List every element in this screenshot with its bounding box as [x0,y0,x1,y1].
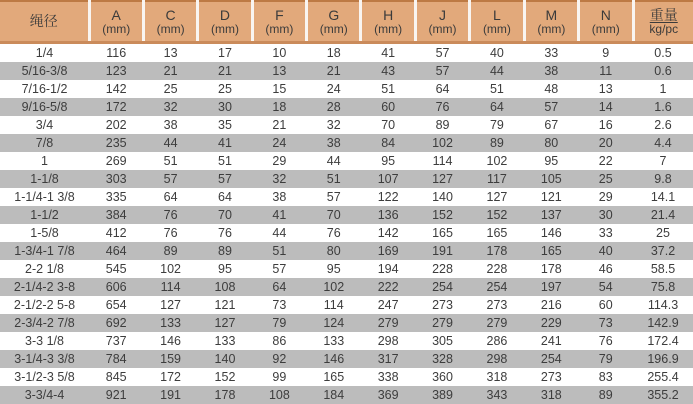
value-cell-M: 146 [540,226,562,240]
column-unit: (mm) [482,21,511,36]
value-cell-weight: 0.5 [654,46,672,60]
value-cell-A: 123 [89,62,143,80]
value-cell-J: 305 [432,334,453,348]
value-cell-L: 152 [470,206,524,224]
column-unit: (mm) [210,21,239,36]
value-cell-L: 44 [470,62,524,80]
value-cell-G: 28 [307,98,361,116]
value-cell-M: 229 [524,314,578,332]
value-cell-weight: 114.3 [647,298,679,312]
table-row [0,296,693,314]
value-cell-D: 21 [198,62,252,80]
table-row [0,386,693,404]
value-cell-H: 70 [381,118,396,132]
value-cell-C: 21 [143,62,197,80]
column-header-size [0,1,89,43]
value-cell-N: 22 [598,154,613,168]
table-row [0,170,693,188]
column-label: H [383,6,394,23]
value-cell-D: 51 [218,154,232,168]
value-cell-N: 29 [598,190,613,204]
value-cell-C: 146 [160,334,182,348]
value-cell-F: 86 [272,334,287,348]
value-cell-L: 127 [486,190,508,204]
value-cell-N: 79 [579,350,633,368]
value-cell-M: 121 [540,190,562,204]
value-cell-A: 464 [89,242,143,260]
value-cell-A: 172 [89,98,143,116]
rope-size-cell: 1-5/8 [30,226,59,240]
value-cell-A: 202 [105,118,127,132]
value-cell-weight: 355.2 [633,386,693,404]
value-cell-H: 95 [381,154,396,168]
value-cell-weight: 7 [659,154,667,168]
value-cell-weight: 1 [659,82,667,96]
value-cell-G: 57 [326,190,341,204]
value-cell-weight: 25 [656,226,670,240]
value-cell-L: 40 [489,46,504,60]
table-row [0,152,693,170]
value-cell-G: 70 [307,206,361,224]
value-cell-F: 44 [272,226,287,240]
value-cell-N: 33 [598,226,613,240]
value-cell-weight: 255.4 [647,370,679,384]
value-cell-J: 389 [415,386,469,404]
value-cell-C: 89 [143,242,197,260]
value-cell-F: 38 [272,190,287,204]
value-cell-J: 228 [432,262,453,276]
value-cell-M: 216 [540,298,562,312]
value-cell-weight: 37.2 [633,242,693,260]
rope-size-cell: 3-1/4-3 3/8 [0,350,89,368]
column-header-G [307,1,361,43]
column-label: G [328,6,340,23]
value-cell-C: 64 [163,190,178,204]
value-cell-N: 89 [579,386,633,404]
column-unit: (mm) [591,21,620,36]
column-label: C [165,6,176,23]
value-cell-N: 83 [598,370,613,384]
value-cell-G: 18 [326,46,341,60]
value-cell-weight: 14.1 [650,190,676,204]
value-cell-L: 51 [489,82,504,96]
column-unit: (mm) [428,21,457,36]
table-row [0,188,693,206]
value-cell-M: 67 [544,118,559,132]
value-cell-M: 178 [540,262,562,276]
value-cell-weight: 2.6 [654,118,672,132]
table-row [0,43,693,63]
value-cell-G: 24 [326,82,341,96]
value-cell-weight: 21.4 [633,206,693,224]
value-cell-J: 328 [415,350,469,368]
value-cell-G: 80 [307,242,361,260]
value-cell-L: 318 [486,370,508,384]
value-cell-M: 38 [524,62,578,80]
value-cell-J: 127 [415,170,469,188]
value-cell-J: 273 [432,298,453,312]
value-cell-C: 114 [143,278,197,296]
value-cell-J: 140 [432,190,453,204]
value-cell-H: 298 [377,334,399,348]
column-header-C [143,1,197,43]
value-cell-F: 73 [272,298,287,312]
value-cell-L: 254 [470,278,524,296]
value-cell-J: 102 [415,134,469,152]
value-cell-H: 222 [361,278,415,296]
column-header-A [89,1,143,43]
value-cell-J: 165 [432,226,453,240]
value-cell-D: 17 [218,46,232,60]
column-unit: (mm) [374,21,403,36]
value-cell-A: 545 [105,262,127,276]
value-cell-J: 254 [415,278,469,296]
value-cell-A: 654 [105,298,127,312]
value-cell-D: 76 [218,226,232,240]
value-cell-C: 159 [143,350,197,368]
value-cell-H: 279 [361,314,415,332]
value-cell-weight: 172.4 [647,334,679,348]
table-row [0,350,693,368]
column-header-weight [633,1,693,43]
value-cell-L: 79 [489,118,504,132]
value-cell-N: 14 [579,98,633,116]
value-cell-L: 117 [470,170,524,188]
rope-size-cell: 2-1/4-2 3-8 [0,278,89,296]
value-cell-L: 343 [470,386,524,404]
value-cell-weight: 1.6 [633,98,693,116]
column-label: L [493,6,501,23]
table-row [0,242,693,260]
rope-size-cell: 1-3/4-1 7/8 [0,242,89,260]
value-cell-F: 51 [252,242,306,260]
value-cell-F: 13 [252,62,306,80]
value-cell-D: 35 [218,118,232,132]
value-cell-D: 152 [214,370,236,384]
value-cell-H: 317 [361,350,415,368]
value-cell-C: 44 [143,134,197,152]
value-cell-F: 24 [252,134,306,152]
value-cell-C: 38 [163,118,178,132]
value-cell-H: 369 [361,386,415,404]
value-cell-C: 57 [143,170,197,188]
column-label: J [439,6,447,23]
rope-size-cell: 2-3/4-2 7/8 [0,314,89,332]
header-row [0,1,693,43]
value-cell-N: 16 [598,118,613,132]
column-header-H [361,1,415,43]
value-cell-A: 384 [89,206,143,224]
value-cell-N: 20 [579,134,633,152]
rope-size-cell: 2-1/2-2 5-8 [13,298,76,312]
value-cell-G: 146 [307,350,361,368]
value-cell-C: 191 [143,386,197,404]
rope-size-cell: 1-1/2 [0,206,89,224]
value-cell-F: 10 [272,46,287,60]
value-cell-N: 9 [602,46,610,60]
value-cell-A: 269 [105,154,127,168]
rope-size-cell: 3-1/2-3 5/8 [14,370,75,384]
value-cell-C: 51 [163,154,178,168]
value-cell-J: 64 [435,82,450,96]
value-cell-A: 116 [106,46,127,60]
rope-size-cell: 3-3 1/8 [25,334,64,348]
value-cell-N: 30 [579,206,633,224]
value-cell-F: 64 [252,278,306,296]
value-cell-N: 76 [598,334,613,348]
column-unit: (mm) [265,21,294,36]
value-cell-D: 108 [198,278,252,296]
value-cell-A: 412 [105,226,127,240]
value-cell-L: 64 [470,98,524,116]
rope-size-cell: 3-3/4-4 [0,386,89,404]
table-row [0,206,693,224]
value-cell-F: 99 [272,370,287,384]
value-cell-A: 692 [89,314,143,332]
column-header-M [524,1,578,43]
table-row [0,80,693,98]
value-cell-L: 89 [470,134,524,152]
value-cell-A: 606 [89,278,143,296]
value-cell-L: 165 [486,226,508,240]
value-cell-F: 32 [252,170,306,188]
value-cell-L: 286 [486,334,508,348]
column-unit: (mm) [537,21,566,36]
value-cell-N: 73 [579,314,633,332]
value-cell-J: 152 [415,206,469,224]
value-cell-F: 79 [252,314,306,332]
value-cell-F: 29 [272,154,287,168]
column-unit: kg/pc [649,21,679,36]
table-row [0,314,693,332]
rope-size-cell: 3/4 [35,118,54,132]
value-cell-M: 57 [524,98,578,116]
value-cell-D: 133 [214,334,236,348]
table-row [0,260,693,278]
value-cell-H: 41 [381,46,396,60]
value-cell-J: 57 [435,46,450,60]
value-cell-weight: 142.9 [633,314,693,332]
value-cell-J: 57 [415,62,469,80]
value-cell-D: 64 [218,190,232,204]
value-cell-weight: 58.5 [650,262,676,276]
value-cell-G: 44 [326,154,341,168]
value-cell-H: 60 [361,98,415,116]
value-cell-J: 279 [415,314,469,332]
table-row [0,224,693,242]
value-cell-A: 784 [89,350,143,368]
value-cell-C: 102 [160,262,182,276]
value-cell-G: 124 [307,314,361,332]
column-header-N [579,1,633,43]
column-label: A [111,6,121,23]
column-header-D [198,1,252,43]
value-cell-N: 40 [579,242,633,260]
value-cell-J: 360 [432,370,453,384]
value-cell-N: 11 [579,62,633,80]
value-cell-N: 13 [598,82,613,96]
value-cell-weight: 4.4 [633,134,693,152]
value-cell-A: 921 [89,386,143,404]
value-cell-F: 57 [272,262,287,276]
value-cell-C: 127 [160,298,182,312]
column-unit: (mm) [156,21,185,36]
rope-size-cell: 1 [41,154,48,168]
column-label: 重量 [649,6,678,23]
value-cell-D: 121 [214,298,236,312]
table-row [0,62,693,80]
value-cell-C: 76 [163,226,178,240]
column-label: N [600,6,611,23]
value-cell-G: 38 [307,134,361,152]
value-cell-weight: 0.6 [633,62,693,80]
table-header [0,1,693,43]
value-cell-C: 133 [143,314,197,332]
column-label: 绳径 [29,13,58,29]
value-cell-M: 80 [524,134,578,152]
rope-size-cell: 9/16-5/8 [0,98,89,116]
value-cell-weight: 9.8 [633,170,693,188]
value-cell-F: 15 [272,82,287,96]
value-cell-M: 165 [524,242,578,260]
table-row [0,368,693,386]
value-cell-M: 318 [524,386,578,404]
value-cell-D: 25 [218,82,232,96]
value-cell-N: 25 [579,170,633,188]
column-header-F [252,1,306,43]
value-cell-D: 57 [198,170,252,188]
value-cell-A: 335 [105,190,127,204]
table-body [0,43,693,404]
value-cell-G: 95 [326,262,341,276]
value-cell-A: 845 [105,370,127,384]
value-cell-C: 13 [163,46,178,60]
value-cell-F: 41 [252,206,306,224]
table-row [0,134,693,152]
value-cell-G: 32 [326,118,341,132]
value-cell-D: 89 [198,242,252,260]
value-cell-F: 21 [272,118,287,132]
table-row [0,116,693,134]
value-cell-G: 76 [326,226,341,240]
value-cell-D: 140 [198,350,252,368]
rope-size-cell: 1/4 [35,46,54,60]
value-cell-G: 102 [307,278,361,296]
rope-size-cell: 7/8 [0,134,89,152]
value-cell-G: 184 [307,386,361,404]
value-cell-L: 228 [486,262,508,276]
value-cell-M: 33 [544,46,559,60]
value-cell-L: 178 [470,242,524,260]
value-cell-A: 303 [89,170,143,188]
value-cell-F: 108 [252,386,306,404]
value-cell-H: 51 [381,82,396,96]
value-cell-L: 102 [486,154,508,168]
value-cell-C: 25 [163,82,178,96]
column-label: D [219,6,231,23]
rope-size-cell: 1-1/8 [0,170,89,188]
value-cell-J: 191 [415,242,469,260]
value-cell-D: 178 [198,386,252,404]
rope-size-cell: 1-1/4-1 3/8 [14,190,75,204]
value-cell-M: 105 [524,170,578,188]
value-cell-D: 95 [218,262,232,276]
value-cell-N: 46 [598,262,613,276]
value-cell-M: 95 [544,154,559,168]
value-cell-M: 241 [540,334,562,348]
column-header-L [470,1,524,43]
value-cell-J: 114 [432,154,453,168]
value-cell-M: 254 [524,350,578,368]
value-cell-F: 18 [252,98,306,116]
value-cell-G: 133 [323,334,345,348]
value-cell-H: 169 [361,242,415,260]
value-cell-H: 247 [377,298,399,312]
value-cell-A: 142 [105,82,127,96]
column-unit: (mm) [319,21,348,36]
value-cell-M: 48 [544,82,559,96]
column-label: F [275,6,284,23]
rope-size-cell: 5/16-3/8 [0,62,89,80]
value-cell-N: 60 [598,298,613,312]
value-cell-H: 122 [377,190,399,204]
table-row [0,332,693,350]
value-cell-H: 338 [377,370,399,384]
value-cell-H: 84 [361,134,415,152]
value-cell-weight: 75.8 [633,278,693,296]
value-cell-H: 136 [361,206,415,224]
value-cell-C: 76 [143,206,197,224]
value-cell-D: 70 [198,206,252,224]
value-cell-A: 737 [105,334,127,348]
value-cell-M: 137 [524,206,578,224]
column-label: M [545,6,558,23]
table-row [0,278,693,296]
value-cell-J: 89 [435,118,450,132]
value-cell-F: 92 [252,350,306,368]
value-cell-C: 32 [143,98,197,116]
value-cell-C: 172 [160,370,182,384]
value-cell-G: 114 [323,298,344,312]
value-cell-D: 30 [198,98,252,116]
rope-size-cell: 7/16-1/2 [21,82,68,96]
value-cell-L: 273 [486,298,508,312]
value-cell-A: 235 [89,134,143,152]
value-cell-N: 54 [579,278,633,296]
value-cell-G: 21 [307,62,361,80]
value-cell-G: 165 [323,370,345,384]
value-cell-G: 51 [307,170,361,188]
value-cell-H: 43 [361,62,415,80]
value-cell-H: 194 [377,262,399,276]
column-header-J [415,1,469,43]
value-cell-D: 41 [198,134,252,152]
value-cell-L: 279 [470,314,524,332]
value-cell-D: 127 [198,314,252,332]
value-cell-weight: 196.9 [633,350,693,368]
value-cell-L: 298 [470,350,524,368]
column-unit: (mm) [102,21,131,36]
value-cell-M: 197 [524,278,578,296]
value-cell-H: 142 [377,226,399,240]
rope-size-cell: 2-2 1/8 [25,262,64,276]
value-cell-H: 107 [361,170,415,188]
table-row [0,98,693,116]
value-cell-M: 273 [540,370,562,384]
value-cell-J: 76 [415,98,469,116]
